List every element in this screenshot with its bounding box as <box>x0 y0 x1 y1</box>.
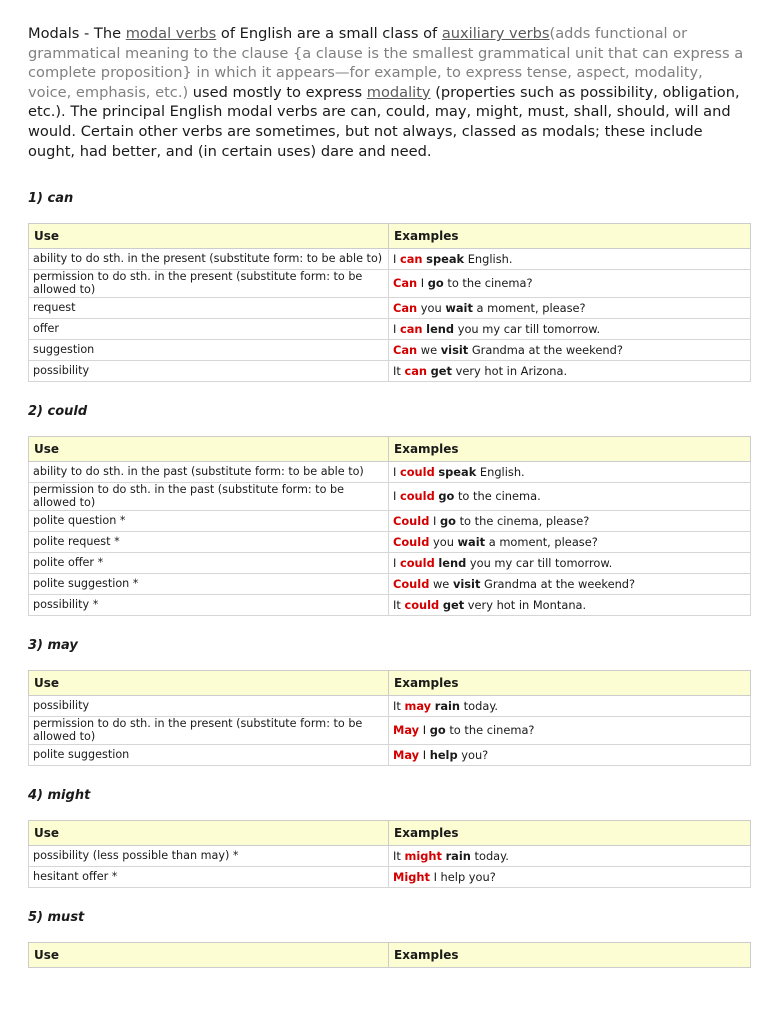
intro-text-4: (properties such as possibility, obligation, etc.). The principal English modal verbs are can, could, may, might, must, shall, should, will and would. Certain other verbs are sometimes, but not always, classed as modals; these include ought, had better, and (in certain uses) dare and need. <box>28 83 740 160</box>
example-text: a moment, please? <box>472 300 586 315</box>
modal-table <box>28 436 751 616</box>
example-text: It <box>393 698 405 713</box>
examples-column-header: Examples <box>389 671 751 696</box>
modality-link[interactable]: modality <box>366 83 431 101</box>
example-cell <box>389 361 751 382</box>
intro-text-2: of English are a small class of <box>216 25 442 42</box>
example-text: to the cinema? <box>445 723 535 738</box>
example-text: we <box>417 342 441 357</box>
example-text: I <box>393 321 400 336</box>
example-cell <box>389 532 751 553</box>
example-cell <box>389 867 751 888</box>
main-verb: get <box>430 363 452 378</box>
examples-column-header: Examples <box>389 437 751 462</box>
example-text: you <box>429 534 458 549</box>
section-heading: 4) might <box>28 788 91 804</box>
example-cell <box>389 270 751 298</box>
section-heading: 1) can <box>28 191 74 207</box>
example-text: English. <box>476 464 525 479</box>
table-row <box>29 595 751 616</box>
example-text: I <box>393 555 400 570</box>
example-text: It <box>393 848 405 863</box>
example-cell <box>389 696 751 717</box>
use-cell: hesitant offer * <box>29 867 389 888</box>
examples-column-header: Examples <box>389 224 751 249</box>
table-row <box>29 511 751 532</box>
main-verb: lend <box>426 321 455 336</box>
table-row <box>29 270 751 298</box>
table-header-row <box>29 437 751 462</box>
use-cell: possibility <box>29 361 389 382</box>
modal-verb: Can <box>393 276 418 291</box>
modal-verb: can <box>399 251 423 266</box>
use-column-header: Use <box>29 224 389 249</box>
use-cell: request <box>29 298 389 319</box>
table-row <box>29 361 751 382</box>
example-text: you? <box>457 747 489 762</box>
main-verb: go <box>427 276 444 291</box>
example-cell <box>389 574 751 595</box>
example-text: today. <box>470 848 509 863</box>
example-text: Grandma at the weekend? <box>468 342 623 357</box>
use-cell: offer <box>29 319 389 340</box>
use-cell: polite suggestion <box>29 745 389 766</box>
modal-verb: Can <box>393 342 418 357</box>
modal-verb: could <box>399 489 435 504</box>
table-header-row <box>29 224 751 249</box>
example-text: I help you? <box>429 869 496 884</box>
examples-column-header: Examples <box>389 943 751 968</box>
main-verb: visit <box>440 342 469 357</box>
example-text: to the cinema, please? <box>455 513 590 528</box>
modal-verb: could <box>399 464 435 479</box>
main-verb: help <box>429 747 458 762</box>
table-row <box>29 462 751 483</box>
example-text: you my car till tomorrow. <box>454 321 601 336</box>
table-row <box>29 745 751 766</box>
example-text: a moment, please? <box>485 534 598 549</box>
table-header-row <box>29 821 751 846</box>
main-verb: lend <box>438 555 467 570</box>
document-page <box>28 24 750 968</box>
main-verb: rain <box>445 848 471 863</box>
example-cell <box>389 340 751 361</box>
example-cell <box>389 553 751 574</box>
modal-verb: May <box>393 747 420 762</box>
modal-table <box>28 820 751 888</box>
table-row <box>29 249 751 270</box>
example-text: It <box>393 597 405 612</box>
use-cell: permission to do sth. in the past (substitute form: to be allowed to) <box>29 483 389 511</box>
table-row <box>29 846 751 867</box>
example-text: to the cinema. <box>454 489 541 504</box>
use-cell: polite offer * <box>29 553 389 574</box>
use-cell: ability to do sth. in the past (substitute form: to be able to) <box>29 462 389 483</box>
main-verb: get <box>442 597 465 612</box>
auxiliary-verbs-link[interactable]: auxiliary verbs <box>441 25 550 42</box>
example-text: I <box>393 464 400 479</box>
example-text: I <box>419 723 430 738</box>
section-heading: 2) could <box>28 404 88 420</box>
table-row <box>29 340 751 361</box>
example-text: English. <box>464 251 513 266</box>
use-cell: possibility * <box>29 595 389 616</box>
example-text: we <box>429 576 453 591</box>
table-row <box>29 483 751 511</box>
table-row <box>29 717 751 745</box>
intro-gray-note: (adds functional or grammatical meaning to the clause {a clause is the smallest grammatical unit that can express a complete proposition} in which it appears—for example, to express tense, aspect, modality, voice, emphasis, etc.) <box>28 25 744 101</box>
use-cell: polite request * <box>29 532 389 553</box>
modal-verb: might <box>404 848 442 863</box>
main-verb: visit <box>452 576 481 591</box>
modal-verb: Could <box>393 513 430 528</box>
example-text: It <box>393 363 405 378</box>
use-column-header: Use <box>29 437 389 462</box>
modal-table <box>28 223 751 382</box>
use-cell: permission to do sth. in the present (substitute form: to be allowed to) <box>29 717 389 745</box>
intro-paragraph <box>28 24 750 161</box>
example-cell <box>389 717 751 745</box>
use-cell: polite suggestion * <box>29 574 389 595</box>
use-cell: possibility (less possible than may) * <box>29 846 389 867</box>
table-row <box>29 298 751 319</box>
example-cell <box>389 462 751 483</box>
modal-sections <box>28 191 750 968</box>
example-cell <box>389 846 751 867</box>
use-cell: ability to do sth. in the present (substitute form: to be able to) <box>29 249 389 270</box>
main-verb: go <box>439 513 456 528</box>
main-verb: wait <box>457 534 486 549</box>
use-column-header: Use <box>29 671 389 696</box>
modal-table <box>28 942 751 968</box>
example-cell <box>389 249 751 270</box>
section-heading: 5) must <box>28 910 85 926</box>
example-text: I <box>393 489 400 504</box>
table-row <box>29 553 751 574</box>
modal-table <box>28 670 751 766</box>
example-text: today. <box>460 698 499 713</box>
main-verb: speak <box>426 251 465 266</box>
modal-verb: Could <box>393 534 430 549</box>
example-cell <box>389 298 751 319</box>
example-text: I <box>417 276 428 291</box>
modal-verb: can <box>404 363 428 378</box>
modal-verb: could <box>399 555 435 570</box>
use-cell: suggestion <box>29 340 389 361</box>
table-row <box>29 867 751 888</box>
table-row <box>29 696 751 717</box>
example-cell <box>389 745 751 766</box>
example-text: Grandma at the weekend? <box>480 576 636 591</box>
use-column-header: Use <box>29 943 389 968</box>
modal-verbs-link[interactable]: modal verbs <box>125 25 217 42</box>
example-text: very hot in Montana. <box>464 597 587 612</box>
example-text: to the cinema? <box>443 276 533 291</box>
section-heading: 3) may <box>28 638 78 654</box>
table-row <box>29 574 751 595</box>
modal-verb: Can <box>393 300 418 315</box>
main-verb: rain <box>434 698 461 713</box>
table-row <box>29 532 751 553</box>
use-cell: polite question * <box>29 511 389 532</box>
example-cell <box>389 319 751 340</box>
main-verb: speak <box>438 464 477 479</box>
example-cell <box>389 595 751 616</box>
example-text: I <box>429 513 440 528</box>
examples-column-header: Examples <box>389 821 751 846</box>
example-text: you my car till tomorrow. <box>466 555 613 570</box>
modal-verb: could <box>404 597 440 612</box>
intro-text-3: used mostly to express <box>188 83 367 101</box>
example-text: I <box>393 251 400 266</box>
use-cell: permission to do sth. in the present (substitute form: to be allowed to) <box>29 270 389 298</box>
use-cell: possibility <box>29 696 389 717</box>
modal-verb: Might <box>393 869 430 884</box>
table-header-row <box>29 943 751 968</box>
main-verb: go <box>438 489 455 504</box>
modal-verb: Could <box>393 576 430 591</box>
main-verb: wait <box>445 300 473 315</box>
example-text: you <box>417 300 446 315</box>
use-column-header: Use <box>29 821 389 846</box>
example-cell <box>389 483 751 511</box>
table-header-row <box>29 671 751 696</box>
example-text: I <box>419 747 430 762</box>
modal-verb: may <box>404 698 432 713</box>
example-text: very hot in Arizona. <box>451 363 568 378</box>
table-row <box>29 319 751 340</box>
intro-text-1: Modals - The <box>28 25 126 42</box>
modal-verb: can <box>399 321 423 336</box>
main-verb: go <box>429 723 446 738</box>
modal-verb: May <box>393 723 420 738</box>
example-cell <box>389 511 751 532</box>
